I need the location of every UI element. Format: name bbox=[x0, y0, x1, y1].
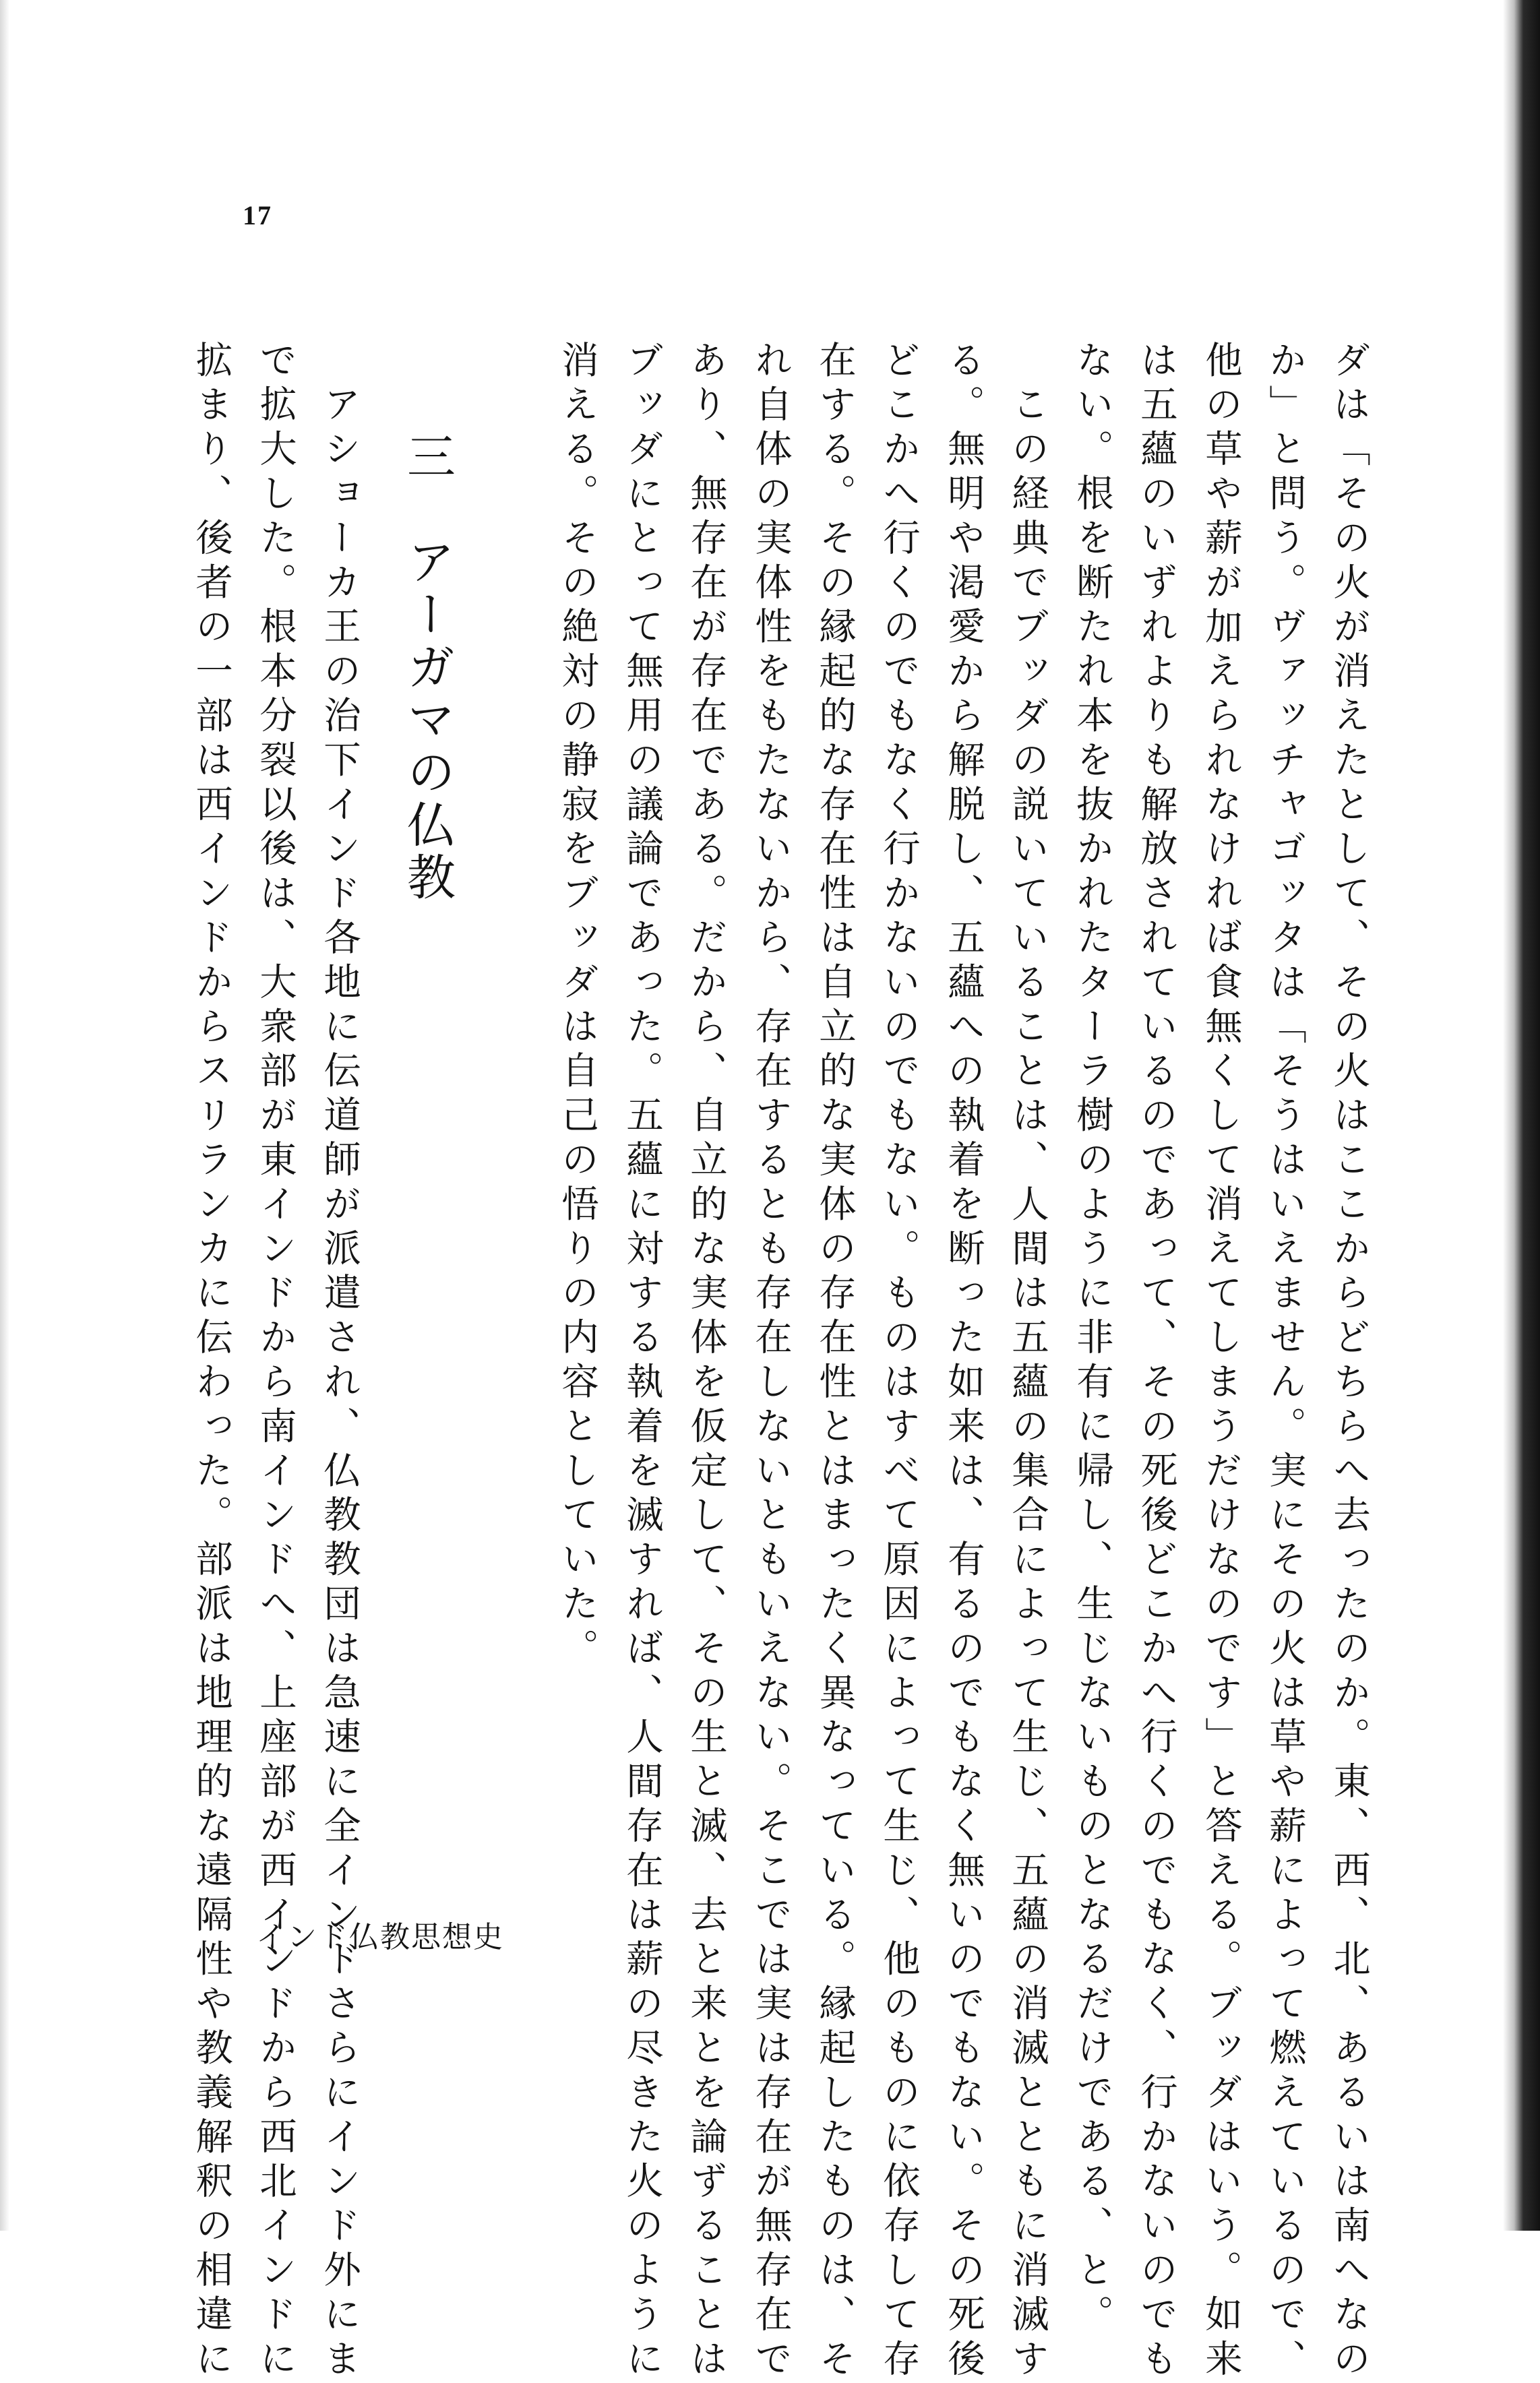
scan-right-edge-shadow bbox=[1503, 0, 1540, 2231]
running-title: インド仏教思想史 bbox=[256, 1920, 504, 1954]
scan-left-edge bbox=[0, 0, 9, 2231]
text-column: か」と問う。ヴァッチャゴッタは「そうはいえません。実にその火は草や薪によって燃えているので、 bbox=[1262, 340, 1306, 2383]
text-column: は五蘊のいずれよりも解放されているのであって、その死後どこかへ行くのでもなく、行かないのでも bbox=[1134, 340, 1177, 2383]
text-column: れ自体の実体性をもたないから、存在するとも存在しないともいえない。そこでは実は存在が無存在で bbox=[748, 340, 792, 2383]
text-column: で拡大した。根本分裂以後は、大衆部が東インドから南インドへ、上座部が西インドから西北インドに bbox=[253, 340, 297, 2383]
text-column: アショーカ王の治下インド各地に伝道師が派遣され、仏教教団は急速に全インドさらにインド外にま bbox=[317, 340, 361, 2383]
text-column: 消える。その絶対の静寂をブッダは自己の悟りの内容としていた。 bbox=[555, 340, 598, 1673]
text-column: ダは「その火が消えたとして、その火はここからどちらへ去ったのか。東、西、北、あるいは南へなの bbox=[1326, 340, 1370, 2383]
text-column: どこかへ行くのでもなく行かないのでもない。ものはすべて原因によって生じ、他のものに依存して存 bbox=[876, 340, 920, 2383]
text-column: 在する。その縁起的な存在性は自立的な実体の存在性とはまったく異なっている。縁起したものは、そ bbox=[812, 340, 856, 2383]
text-column: 他の草や薪が加えられなければ食無くして消えてしまうだけなのです」と答える。ブッダはいう。如来 bbox=[1198, 340, 1242, 2383]
section-heading: 三 アーガマの仏教 bbox=[399, 431, 456, 904]
text-column: この経典でブッダの説いていることは、人間は五蘊の集合によって生じ、五蘊の消滅とともに消滅す bbox=[1005, 340, 1049, 2383]
text-column: 拡まり、後者の一部は西インドからスリランカに伝わった。部派は地理的な遠隔性や教義解釈の相違に bbox=[189, 340, 233, 2383]
text-column: る。無明や渇愛から解脱し、五蘊への執着を断った如来は、有るのでもなく無いのでもない。その死後 bbox=[941, 340, 985, 2383]
text-column: あり、無存在が存在である。だから、自立的な実体を仮定して、その生と滅、去と来とを論ずることは bbox=[683, 340, 727, 2383]
text-column: ない。根を断たれ本を抜かれたターラ樹のように非有に帰し、生じないものとなるだけである、と。 bbox=[1070, 340, 1113, 2339]
page-number: 17 bbox=[243, 200, 272, 230]
text-column: ブッダにとって無用の議論であった。五蘊に対する執着を滅すれば、人間存在は薪の尽きた火のように bbox=[619, 340, 663, 2383]
